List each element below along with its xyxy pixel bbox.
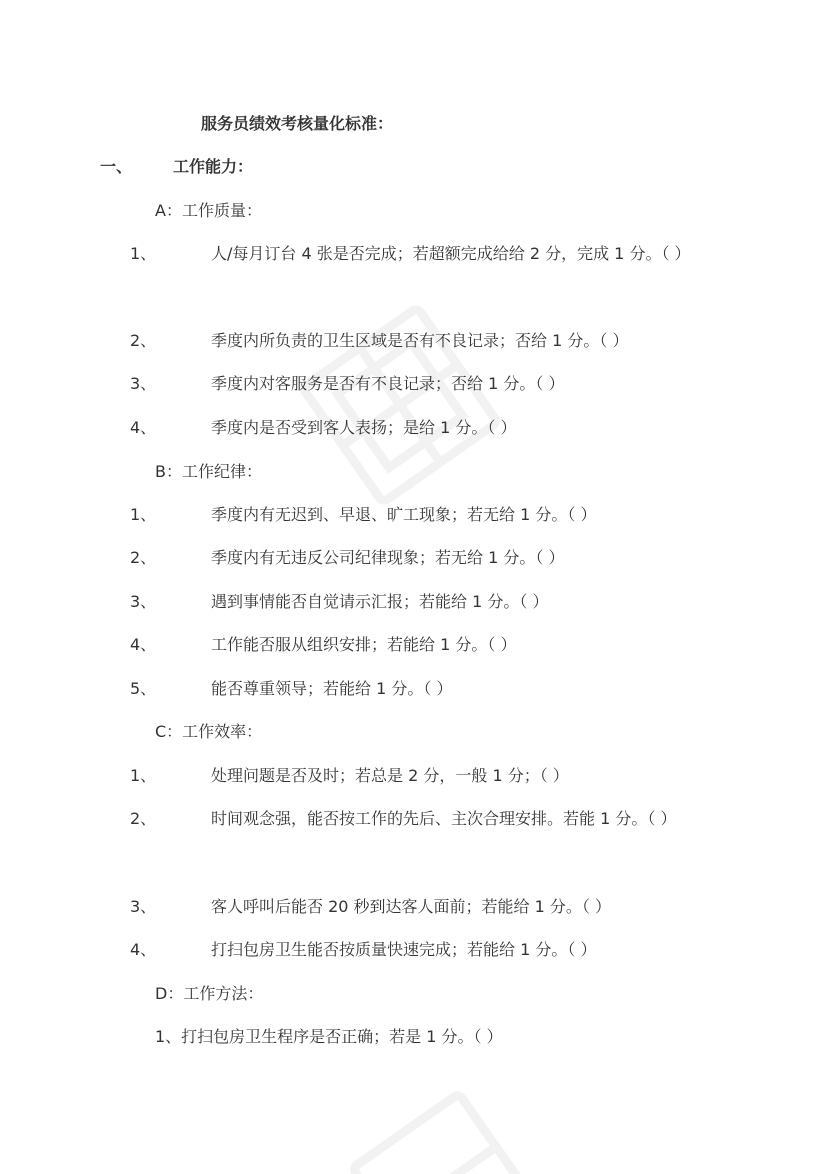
list-item: 1、打扫包房卫生程序是否正确；若是 1 分。（ ） xyxy=(155,1027,503,1046)
list-item xyxy=(0,331,830,351)
item-number: 4、 xyxy=(130,940,157,959)
item-text: 客人呼叫后能否 20 秒到达客人面前；若能给 1 分。（ ） xyxy=(211,897,611,916)
item-text: 能否尊重领导；若能给 1 分。（ ） xyxy=(211,679,453,698)
section-number: 一、 xyxy=(100,157,133,176)
item-text: 处理问题是否及时；若总是 2 分，一般 1 分；（ ） xyxy=(211,766,569,785)
item-text: 季度内有无违反公司纪律现象；若无给 1 分。（ ） xyxy=(211,548,565,567)
item-number: 2、 xyxy=(130,548,157,567)
item-text: 季度内所负责的卫生区域是否有不良记录；否给 1 分。（ ） xyxy=(211,331,629,350)
item-text: 季度内对客服务是否有不良记录；否给 1 分。（ ） xyxy=(211,374,565,393)
list-item xyxy=(0,374,830,394)
list-item xyxy=(0,592,830,612)
item-text: 打扫包房卫生能否按质量快速完成；若能给 1 分。（ ） xyxy=(211,940,597,959)
list-item xyxy=(0,809,830,829)
list-item xyxy=(0,897,830,917)
item-number: 4、 xyxy=(130,418,157,437)
item-number: 1、 xyxy=(130,244,157,263)
item-text: 时间观念强，能否按工作的先后、主次合理安排。若能 1 分。（ ） xyxy=(211,809,677,828)
section-label: 工作能力： xyxy=(173,157,254,176)
section-heading-1 xyxy=(0,157,830,177)
subsection-c: C：工作效率： xyxy=(155,722,263,741)
list-item xyxy=(0,635,830,655)
item-number: 3、 xyxy=(130,374,157,393)
item-number: 1、 xyxy=(130,766,157,785)
list-item xyxy=(0,766,830,786)
watermark-stamp-icon xyxy=(300,290,500,520)
watermark-stamp-icon xyxy=(350,1090,530,1174)
item-text: 季度内有无迟到、早退、旷工现象；若无给 1 分。（ ） xyxy=(211,505,597,524)
item-text: 人/每月订台 4 张是否完成；若超额完成给给 2 分，完成 1 分。（ ） xyxy=(211,244,691,263)
subsection-a: A：工作质量： xyxy=(155,201,262,220)
item-number: 1、 xyxy=(130,505,157,524)
item-number: 4、 xyxy=(130,635,157,654)
list-item xyxy=(0,679,830,699)
list-item xyxy=(0,244,830,264)
item-number: 5、 xyxy=(130,679,157,698)
list-item xyxy=(0,548,830,568)
list-item xyxy=(0,505,830,525)
item-text: 工作能否服从组织安排；若能给 1 分。（ ） xyxy=(211,635,517,654)
subsection-d: D：工作方法： xyxy=(155,984,264,1003)
document-title: 服务员绩效考核量化标准： xyxy=(201,114,394,133)
item-text: 遇到事情能否自觉请示汇报；若能给 1 分。（ ） xyxy=(211,592,549,611)
item-number: 2、 xyxy=(130,331,157,350)
item-text: 季度内是否受到客人表扬；是给 1 分。（ ） xyxy=(211,418,517,437)
item-number: 2、 xyxy=(130,809,157,828)
item-number: 3、 xyxy=(130,897,157,916)
subsection-b: B：工作纪律： xyxy=(155,462,262,481)
list-item xyxy=(0,418,830,438)
item-number: 3、 xyxy=(130,592,157,611)
list-item xyxy=(0,940,830,960)
